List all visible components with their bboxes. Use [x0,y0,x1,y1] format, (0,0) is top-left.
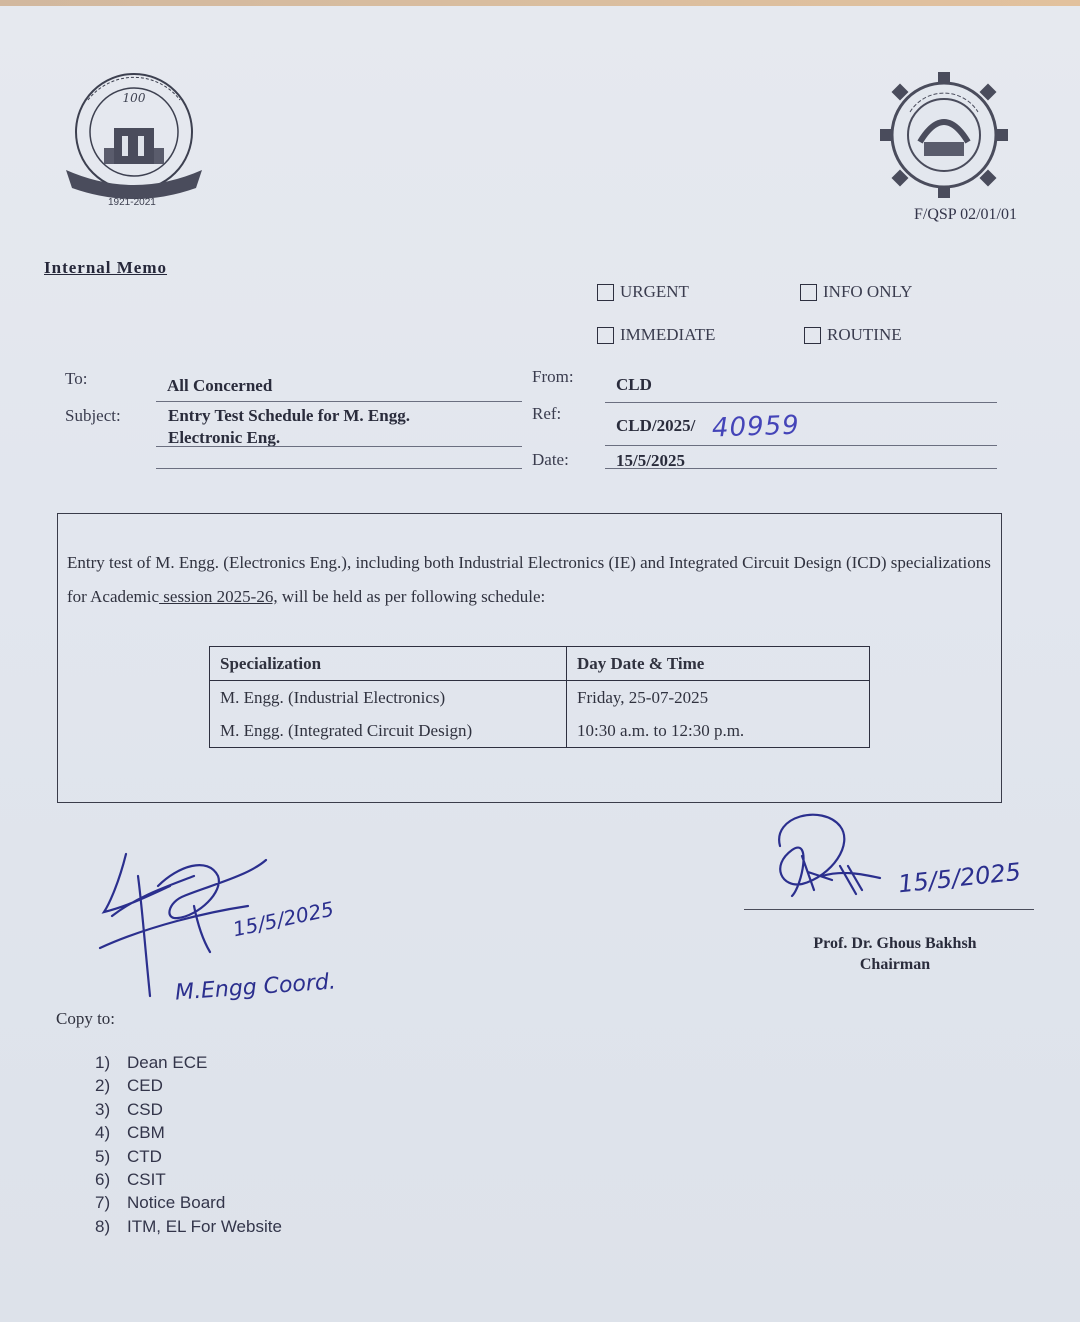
table-header-row [210,647,870,681]
list-number: 8) [95,1216,111,1236]
ref-label: Ref: [532,404,562,423]
ref-value: CLD/2025/ [616,416,696,435]
table-cell: Friday, 25-07-2025 [577,687,709,707]
list-item [95,1051,282,1074]
list-text: Notice Board [127,1193,226,1213]
list-text: Dean ECE [127,1053,208,1072]
list-number: 4) [95,1123,111,1143]
list-item [95,1098,282,1121]
from-label: From: [532,367,574,386]
signatory-block [760,933,1030,975]
chairman-signature-icon [762,806,902,911]
table-row [210,714,870,748]
table-cell: M. Engg. (Integrated Circuit Design) [210,714,567,748]
list-text: CTD [127,1146,162,1166]
memo-body-paragraph [67,546,997,614]
paragraph-text-2: will be held as per following schedule: [277,587,546,606]
list-text: CBM [127,1123,165,1143]
copy-to-label: Copy to: [56,1009,116,1028]
to-label: To: [65,369,88,388]
table-row [210,681,870,715]
list-item [95,1145,282,1168]
paragraph-text-1: Entry test of M. Engg. (Electronics Eng.), including both Industrial Electronics (IE) and Integrated Circuit Design (ICD) specializations for Academic [67,553,991,606]
list-number: 5) [95,1146,111,1166]
header-specialization: Specialization [210,647,567,681]
ned-centenary-seal-icon [58,70,210,212]
ref-underline [605,445,997,446]
subject-underline-1 [156,446,522,447]
list-text: CED [127,1076,163,1096]
list-text: ITM, EL For Website [127,1216,282,1236]
checkbox-info-only[interactable] [800,282,912,302]
paper-edge [0,0,1080,6]
signatory-name: Prof. Dr. Ghous Bakhsh [813,935,977,952]
list-item [95,1074,282,1097]
checkbox-label: INFO ONLY [823,282,913,301]
checkbox-urgent[interactable] [597,282,689,302]
coordinator-handwritten-date: 15/5/2025 [230,896,336,942]
list-number: 7) [95,1193,111,1213]
subject-line-2: Electronic Eng. [168,428,281,447]
date-underline [605,468,997,469]
signatory-title: Chairman [859,956,931,973]
subject-label: Subject: [65,406,121,425]
list-number: 6) [95,1169,111,1189]
list-item [95,1121,282,1144]
list-number: 1) [95,1053,111,1072]
checkbox-immediate[interactable] [597,325,715,345]
checkbox-label: URGENT [620,282,689,301]
subject-line-1: Entry Test Schedule for M. Engg. [168,406,410,425]
to-value: All Concerned [167,376,273,395]
checkbox-label: IMMEDIATE [620,325,716,344]
list-item [95,1191,282,1214]
list-item [95,1168,282,1191]
paragraph-session: session 2025-26, [159,587,278,606]
list-number: 2) [95,1076,111,1096]
checkbox-label: ROUTINE [827,325,902,344]
svg-text:100: 100 [122,91,146,105]
subject-underline-2 [156,468,522,469]
checkbox-routine[interactable] [804,325,902,345]
list-text: CSD [127,1099,163,1119]
centenary-years: 1921-2021 [108,197,156,208]
checkbox-box[interactable] [800,284,817,301]
list-number: 3) [95,1099,111,1119]
date-value: 15/5/2025 [616,451,685,470]
to-underline [156,401,522,402]
ned-university-gear-seal-icon [880,72,1008,198]
schedule-table [209,646,870,748]
date-label: Date: [532,450,569,469]
list-text: CSIT [127,1169,166,1189]
header-day-date-time: Day Date & Time [567,647,870,681]
table-cell: 10:30 a.m. to 12:30 p.m. [577,720,745,740]
signature-line [744,909,1034,910]
copy-to-list [95,1051,282,1238]
form-number: F/QSP 02/01/01 [914,206,1017,223]
checkbox-box[interactable] [597,327,614,344]
coordinator-handwritten-note: M.Engg Coord. [174,969,337,1006]
memo-title: Internal Memo [44,258,168,277]
checkbox-box[interactable] [597,284,614,301]
chairman-handwritten-date: 15/5/2025 [896,857,1023,899]
from-underline [605,402,997,403]
checkbox-box[interactable] [804,327,821,344]
list-item [95,1215,282,1238]
ref-handwritten-number: 40959 [711,410,801,444]
from-value: CLD [616,375,652,394]
table-cell: M. Engg. (Industrial Electronics) [210,681,567,715]
